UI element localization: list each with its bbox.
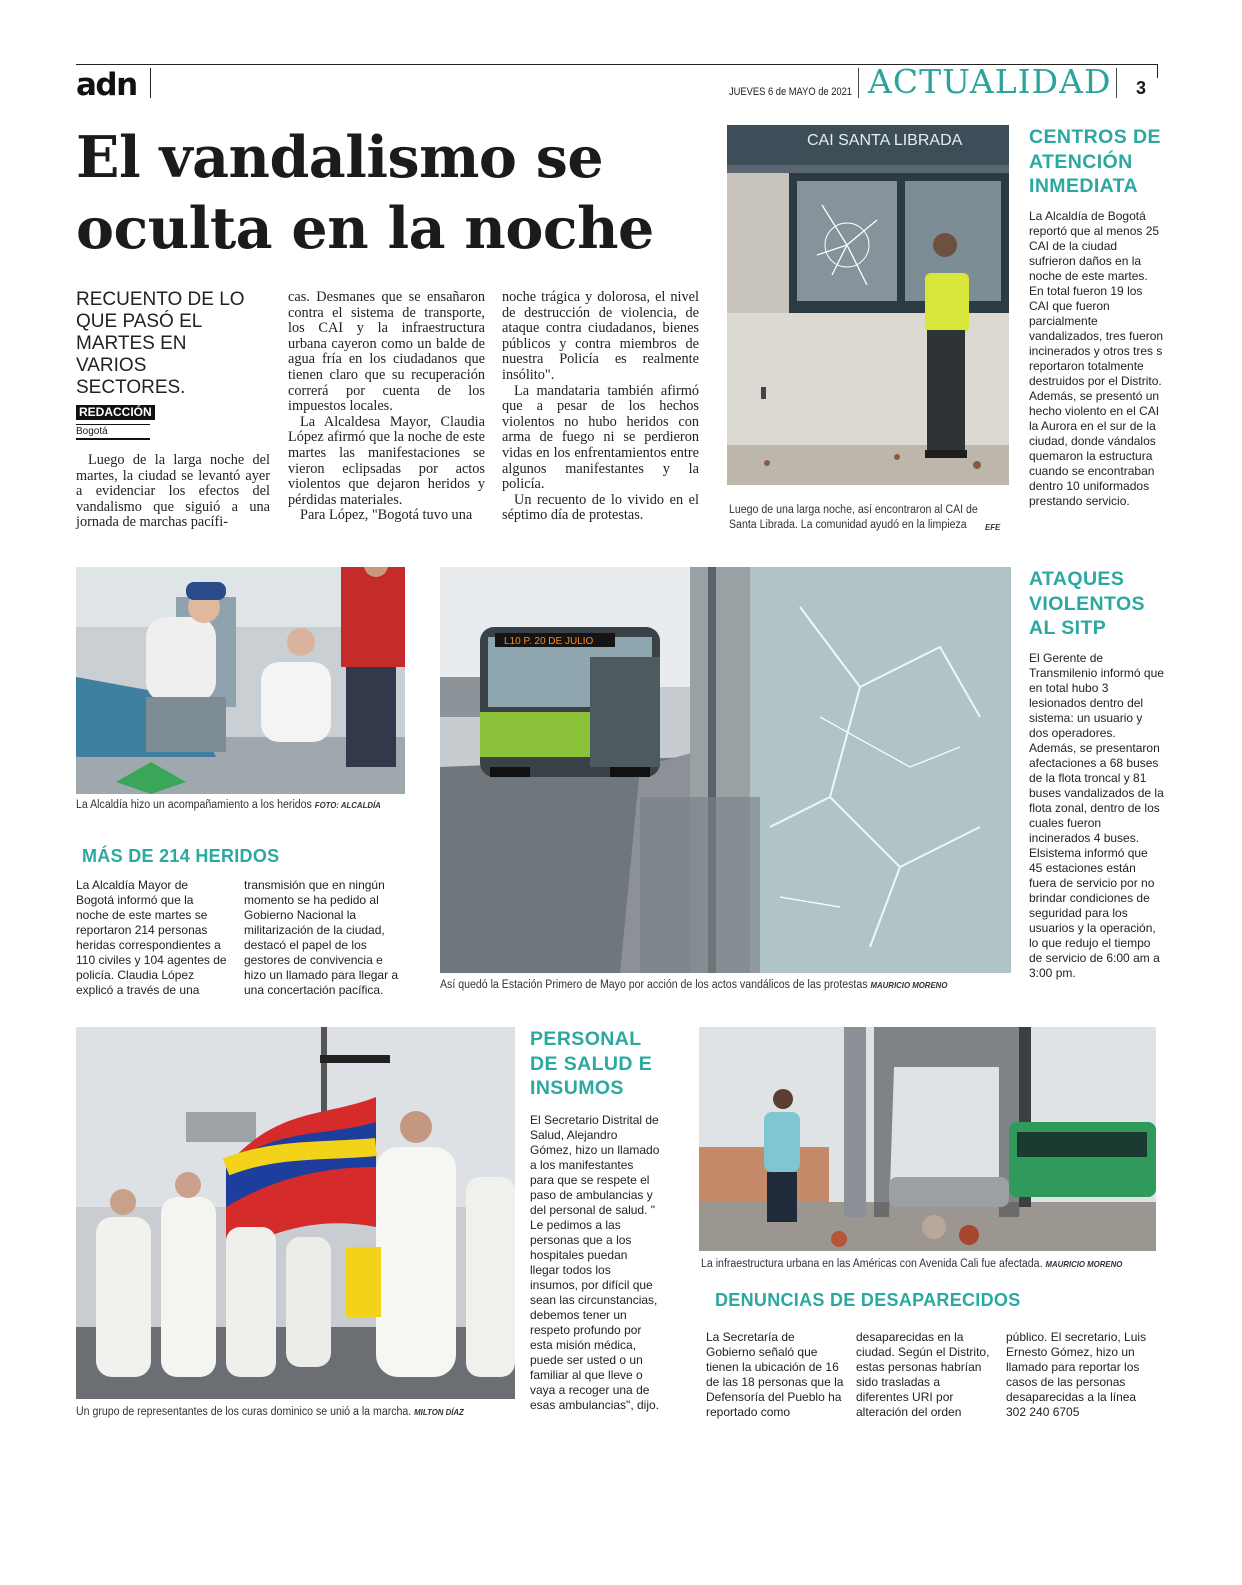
- hospital-caption: [76, 798, 381, 813]
- headline-line: oculta en la noche: [76, 195, 654, 263]
- article-paragraph: cas. Desmanes que se ensañaron contra el sistema de transporte, los CAI y la infraestructura urbana cayeron como un balde de agua fría en los ciudadanos que tienen claro que su recuperación correrá por cuenta de los impuestos locales.: [288, 289, 485, 415]
- caption-text: La infraestructura urbana en las Américas con Avenida Cali fue afectada.: [701, 1258, 1043, 1270]
- cai-caption: [729, 503, 1005, 533]
- article-paragraph: noche trágica y dolorosa, el nivel de destrucción de violencia, de ataque contra ciudadanos, bienes públicos y contra miembros de nuestra Policía es realmente insólito".: [502, 289, 699, 383]
- heridos-title: MÁS DE 214 HERIDOS: [82, 846, 280, 866]
- article-column-1: [76, 453, 270, 531]
- sidebar-heading: AL SITP: [1029, 617, 1107, 639]
- sidebar-salud: [530, 1027, 660, 1413]
- adn-logo: adn: [76, 67, 137, 103]
- sidebar-body: El Secretario Distrital de Salud, Alejandro Gómez, hizo un llamado a los manifestantes para que se respete el paso de ambulancias y del personal de salud. " Le pedimos a las personas que a los hospitales puedan llegar todos los insumos, por difícil que sean las circunstancias, debemos tener un respeto profundo por esta misión médica, puede ser usted o un familiar al que lleve o vaya a recoger una de esas ambulancias", dijo.: [530, 1112, 660, 1412]
- sidebar-heading: DE SALUD E: [530, 1052, 653, 1075]
- station-photo: [699, 1027, 1156, 1251]
- credit-text: MILTON DÍAZ: [414, 1407, 464, 1417]
- sidebar-heading: ATENCIÓN: [1029, 150, 1133, 173]
- headline-line: El vandalismo se: [76, 124, 604, 191]
- sidebar-heading: ATAQUES: [1029, 568, 1125, 590]
- section-title: ACTUALIDAD: [868, 62, 1112, 101]
- sidebar-sitp: [1029, 567, 1164, 981]
- sidebar-heading: INSUMOS: [530, 1077, 624, 1099]
- bus-sign-text: L10 P. 20 DE JULIO: [504, 636, 594, 647]
- bus-station-photo: [440, 567, 1011, 973]
- article-paragraph: La mandataria también afirmó que a pesar de los hechos violentos no hubo heridos con arma de fuego ni se perdieron vidas en los enfrentamientos entre algunos manifestantes y la policía.: [502, 382, 699, 493]
- photo-credit: [985, 520, 1000, 535]
- header-divider: [858, 68, 859, 98]
- article-column-2: [288, 290, 485, 524]
- sidebar-heading: INMEDIATA: [1029, 175, 1139, 197]
- cai-photo: [727, 125, 1009, 485]
- logo-divider: [150, 68, 151, 98]
- sidebar-body: El Gerente de Transmilenio informó que en total hubo 3 lesionados dentro del sistema: un usuario y dos operadores. Además, se presentaron afectaciones a 68 buses de la flota troncal y 81 buses vandalizados de la flota zonal, dentro de los cuales fueron incinerados 4 buses. Elsistema informó que 45 estaciones están fuera de servicio por no brindar condiciones de seguridad para los usuarios y la operación, lo que redujo el tiempo de servicio de 6:00 am a 3:00 pm.: [1029, 650, 1164, 980]
- sidebar-heading: VIOLENTOS: [1029, 592, 1145, 615]
- heridos-column-1: La Alcaldía Mayor de Bogotá informó que la noche de este martes se reportaron 214 personas heridas correspondientes a 110 civiles y 104 agentes de policía. Claudia López explicó a través de una: [76, 878, 227, 997]
- sidebar-heading: PERSONAL: [530, 1028, 642, 1050]
- desaparecidos-column-1: La Secretaría de Gobierno señaló que tienen la ubicación de 16 de las 18 personas que la Defensoría del Pueblo ha reportado como: [706, 1330, 844, 1419]
- dateline-location: Bogotá: [76, 424, 150, 440]
- caption-text: La Alcaldía hizo un acompañamiento a los heridos: [76, 799, 312, 811]
- heridos-column-2: transmisión que en ningún momento se ha pedido al Gobierno Nacional la militarización de la ciudad, destacó el papel de los gestores de convivencia e hizo un llamado para llegar a una concertación pacífica.: [244, 878, 399, 997]
- station-caption: [701, 1257, 1122, 1272]
- article-deck: RECUENTO DE LO QUE PASÓ EL MARTES EN VARIOS SECTORES.: [76, 289, 245, 398]
- credit-text: MAURICIO MORENO: [870, 980, 948, 990]
- article-paragraph: Luego de la larga noche del martes, la ciudad se levantó ayer a evidenciar los efectos del vandalismo que siguió a una jornada de marchas pacífi-: [76, 452, 270, 531]
- sidebar-body: La Alcaldía de Bogotá reportó que al menos 25 CAI de la ciudad sufrieron daños en la noche de este martes. En total fueron 19 los CAI que fueron parcialmente vandalizados, tres fueron incinerados y otros tres s reportaron totalmente destruidos por el Distrito. Además, se presentó un hecho violento en el CAI la Aurora en el sur de la ciudad, donde vándalos quemaron la estructura cuando se encontraban dentro 10 uniformados prestando servicio.: [1029, 208, 1164, 508]
- article-paragraph: Para López, "Bogotá tuvo una: [300, 507, 473, 524]
- headline: [76, 122, 726, 265]
- desaparecidos-column-2: desaparecidas en la ciudad. Según el Distrito, estas personas habrían sido trasladas a diferentes URI por alteración del orden: [856, 1330, 990, 1419]
- caption-text: Así quedó la Estación Primero de Mayo por acción de los actos vandálicos de las protestas: [440, 979, 868, 991]
- sidebar-heading: CENTROS DE: [1029, 126, 1161, 148]
- article-paragraph: Un recuento de lo vivido en el séptimo día de protestas.: [502, 491, 699, 524]
- march-caption: [76, 1405, 464, 1420]
- page-number: 3: [1136, 78, 1147, 98]
- header-divider: [1116, 68, 1117, 98]
- corner-rule: [1157, 64, 1158, 78]
- bus-caption: [440, 978, 947, 993]
- march-photo: [76, 1027, 515, 1399]
- issue-date: JUEVES 6 de MAYO de 2021: [728, 86, 852, 98]
- byline: REDACCIÓN: [76, 405, 155, 420]
- desaparecidos-title: DENUNCIAS DE DESAPARECIDOS: [715, 1290, 1021, 1310]
- article-column-3: [502, 290, 699, 524]
- desaparecidos-column-3: público. El secretario, Luis Ernesto Gómez, hizo un llamado para reportar los casos de las personas desaparecidas a la línea 302 240 6705: [1006, 1330, 1147, 1419]
- caption-text: Un grupo de representantes de los curas dominico se unió a la marcha.: [76, 1406, 412, 1418]
- sidebar-cai: [1029, 125, 1164, 509]
- article-paragraph: La Alcaldesa Mayor, Claudia López afirmó que la noche de este martes las manifestaciones se vieron eclipsadas por actos violentos que dejaron heridos y pérdidas materiales.: [288, 413, 485, 508]
- hospital-photo: [76, 567, 405, 794]
- credit-text: EFE: [985, 522, 1001, 532]
- cai-sign-text: CAI SANTA LIBRADA: [807, 132, 963, 149]
- credit-text: MAURICIO MORENO: [1045, 1259, 1123, 1269]
- caption-text: Luego de una larga noche, así encontraron al CAI de Santa Librada. La comunidad ayudó en la limpieza: [729, 504, 978, 531]
- credit-text: FOTO: ALCALDÍA: [314, 800, 381, 810]
